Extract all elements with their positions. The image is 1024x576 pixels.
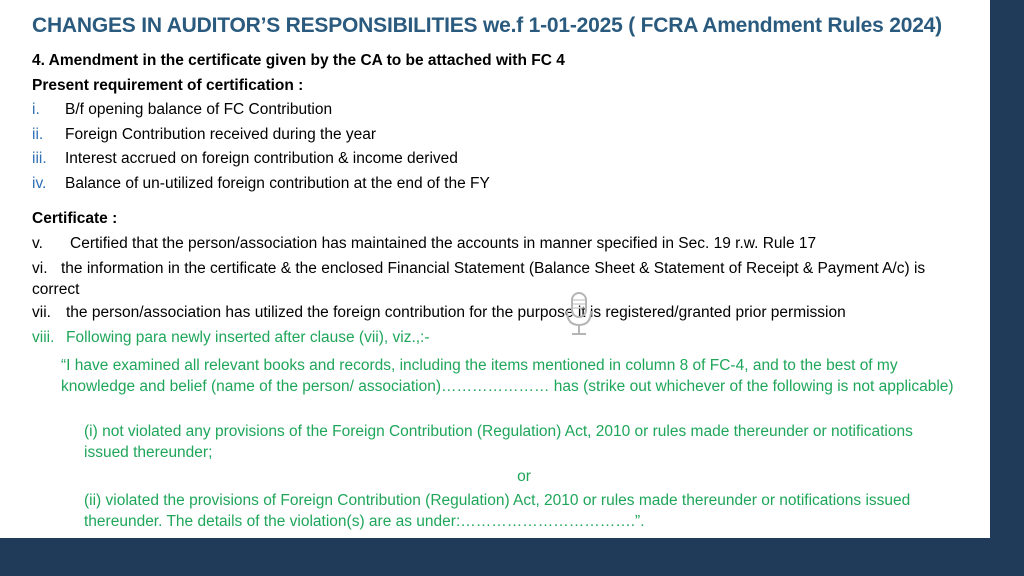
present-heading: Present requirement of certification : bbox=[32, 77, 304, 94]
list-item bbox=[32, 126, 376, 144]
right-decor-bar bbox=[990, 0, 1024, 576]
certificate-item bbox=[32, 329, 430, 347]
option-two: (ii) violated the provisions of Foreign Contribution (Regulation) Act, 2010 or rules made thereunder or notifications issued thereunder. The details of the violation(s) are as under:…………………………….”. bbox=[84, 492, 911, 530]
list-number: vii. bbox=[32, 304, 51, 321]
bottom-decor-bar bbox=[0, 538, 1024, 576]
list-text: the information in the certificate & the enclosed Financial Statement (Balance Sheet & Statement of Receipt & Payment A/c) is correct bbox=[32, 260, 926, 298]
list-item bbox=[32, 175, 490, 193]
list-number: viii. bbox=[32, 329, 55, 346]
quote-paragraph: “I have examined all relevant books and records, including the items mentioned in column 8 of FC-4, and to the best of my knowledge and belief (name of the person/ association)………………… has (strike out whichever of the following is not applicable) bbox=[61, 357, 954, 395]
option-one: (i) not violated any provisions of the Foreign Contribution (Regulation) Act, 2010 or rules made thereunder or notifications issued thereunder; bbox=[84, 423, 913, 461]
list-text: Foreign Contribution received during the year bbox=[65, 126, 377, 143]
list-text: Following para newly inserted after clause (vii), viz.,:- bbox=[66, 329, 430, 346]
list-text: Balance of un-utilized foreign contribution at the end of the FY bbox=[65, 175, 490, 192]
list-number: iv. bbox=[32, 175, 47, 192]
list-text: B/f opening balance of FC Contribution bbox=[65, 101, 333, 118]
list-text: Interest accrued on foreign contribution & income derived bbox=[65, 150, 458, 167]
list-item bbox=[32, 101, 332, 119]
or-separator: or bbox=[517, 468, 531, 485]
section-heading: 4. Amendment in the certificate given by the CA to be attached with FC 4 bbox=[32, 52, 565, 69]
list-number: ii. bbox=[32, 126, 44, 143]
microphone-icon bbox=[563, 291, 595, 337]
list-number: i. bbox=[32, 101, 40, 118]
slide-title: CHANGES IN AUDITOR’S RESPONSIBILITIES we.f 1-01-2025 ( FCRA Amendment Rules 2024) bbox=[32, 14, 942, 37]
list-text: the person/association has utilized the foreign contribution for the purpose it is registered/granted prior permission bbox=[66, 304, 846, 321]
certificate-heading: Certificate : bbox=[32, 210, 118, 227]
certificate-item bbox=[32, 304, 846, 322]
list-number: iii. bbox=[32, 150, 47, 167]
list-number: v. bbox=[32, 235, 43, 252]
certificate-item bbox=[32, 235, 816, 253]
list-text: Certified that the person/association has maintained the accounts in manner specified in Sec. 19 r.w. Rule 17 bbox=[70, 235, 817, 252]
list-item bbox=[32, 150, 458, 168]
list-number: vi. bbox=[32, 260, 48, 277]
certificate-item bbox=[32, 259, 972, 300]
